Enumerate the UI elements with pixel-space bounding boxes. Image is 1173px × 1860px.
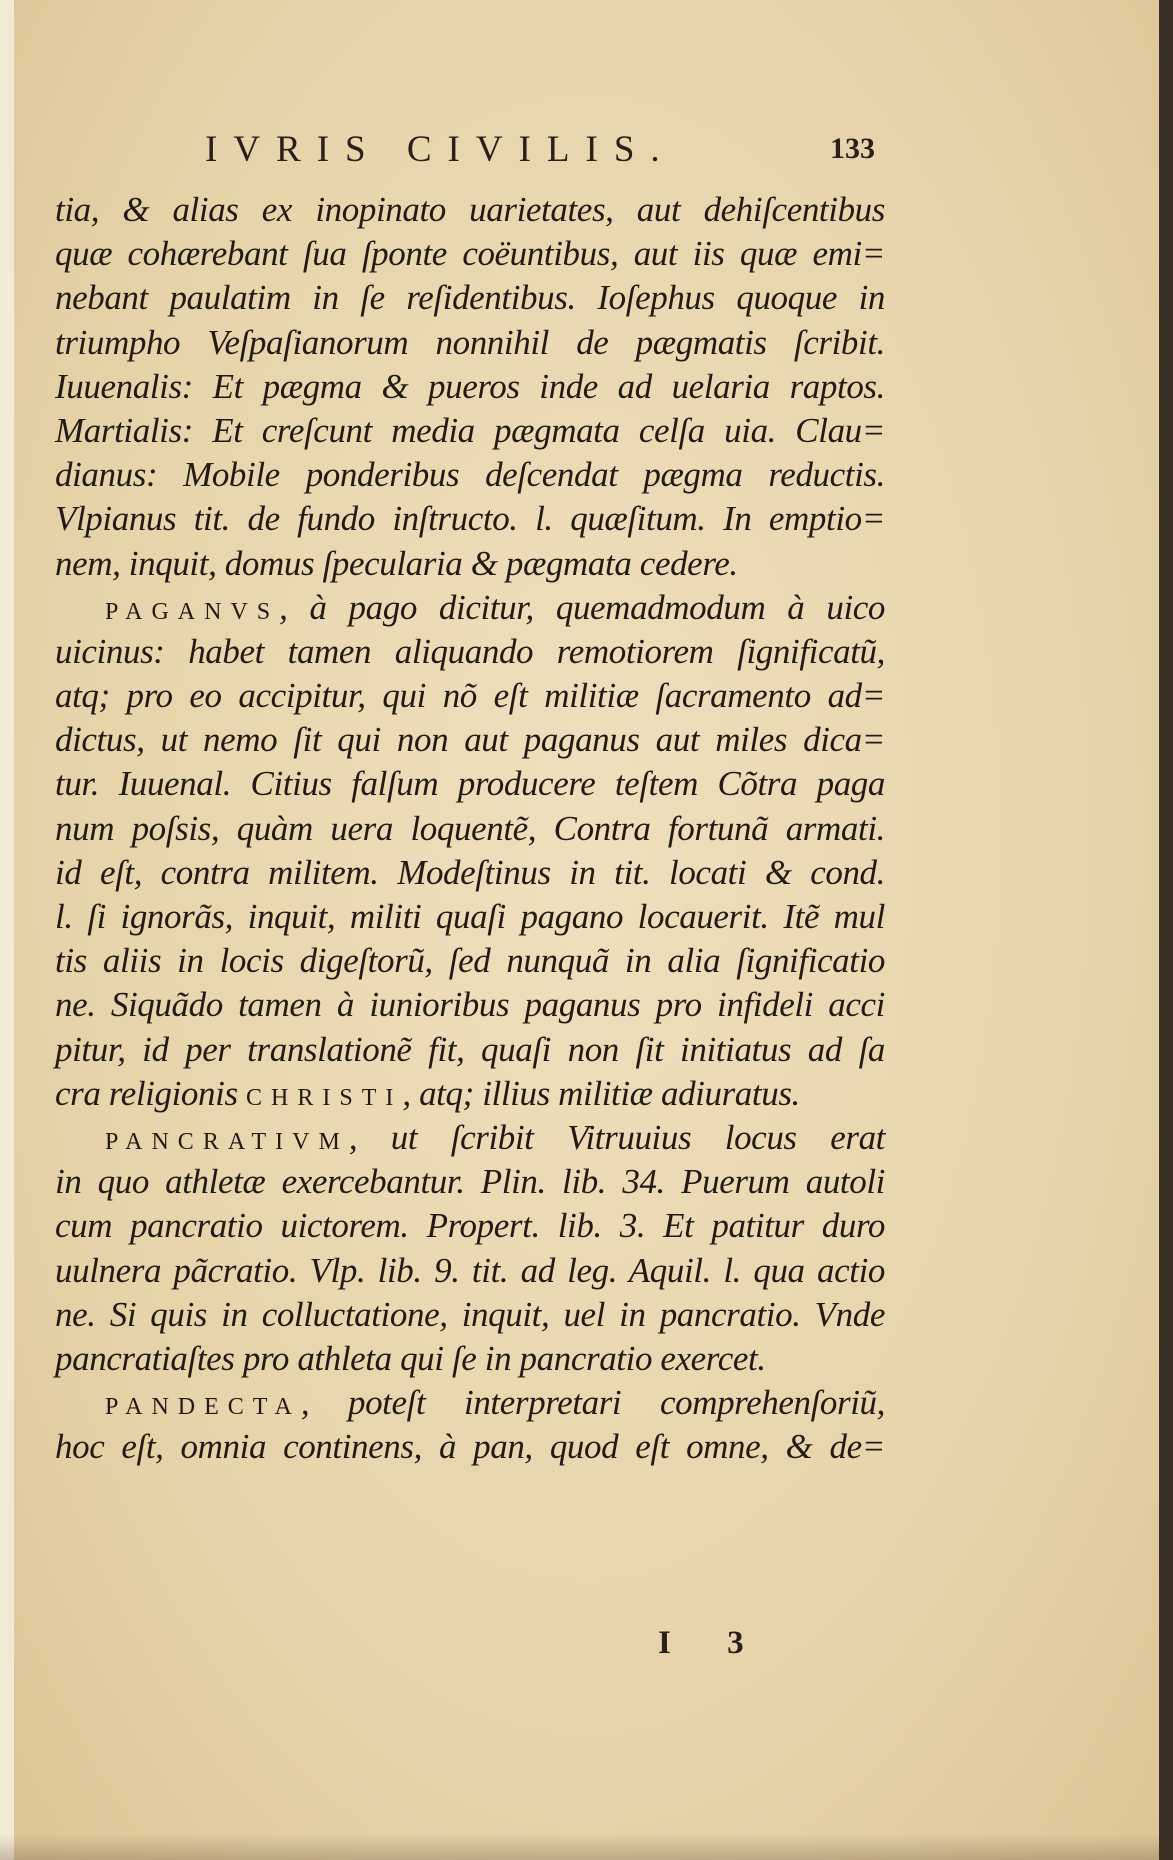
text-line: dictus, ut nemo ſit qui non aut paganus aut miles dica= [55, 720, 885, 760]
text-line: dianus: Mobile ponderibus deſcendat pægma reductis. [55, 455, 885, 495]
text-line: tia, & alias ex inopinato uarietates, aut dehiſcentibus [55, 190, 885, 229]
entry-headword: PANCRATIVM [105, 1128, 349, 1155]
text-line: pancratiaſtes pro athleta qui ſe in pancratio exercet. [55, 1338, 766, 1378]
text-line [55, 1072, 885, 1116]
entry-text: , poteſt interpretari comprehenſoriũ, [300, 1383, 885, 1423]
entry-pancratium [55, 1116, 885, 1160]
page-edge-left [0, 0, 14, 1860]
page-header [195, 128, 875, 168]
text-segment: , atq; illius militiæ adiuratus. [402, 1073, 800, 1113]
text-line: Martialis: Et creſcunt media pægmata celſa uia. Clau= [55, 410, 885, 450]
body-text [55, 188, 885, 1469]
text-line: uicinus: habet tamen aliquando remotiorem ſignificatũ, [55, 631, 885, 671]
text-line: ne. Si quis in colluctatione, inquit, uel in pancratio. Vnde [55, 1294, 885, 1334]
page-edge-right [1159, 0, 1173, 1860]
text-line: tur. Iuuenal. Citius falſum producere teſtem Cõtra paga [55, 764, 885, 804]
text-line: quæ cohærebant ſua ſponte coëuntibus, aut iis quæ emi= [55, 234, 885, 274]
signature-mark: I 3 [658, 1625, 768, 1661]
small-caps-name: CHRISTI [246, 1084, 403, 1111]
text-line: uulnera pãcratio. Vlp. lib. 9. tit. ad leg. Aquil. l. qua actio [55, 1250, 885, 1290]
text-line: num poſsis, quàm uera loquentẽ, Contra fortunã armati. [55, 808, 885, 848]
entry-pandecta [55, 1381, 885, 1425]
entry-headword: PANDECTA [105, 1394, 301, 1421]
text-line: Vlpianus tit. de fundo inſtructo. l. quæſitum. In emptio= [55, 499, 885, 539]
running-title: IVRIS CIVILIS. [205, 129, 676, 170]
text-line: ne. Siquãdo tamen à iunioribus paganus pro infideli acci [55, 985, 885, 1025]
text-line: Iuuenalis: Et pægma & pueros inde ad uelaria raptos. [55, 366, 885, 406]
text-line: hoc eſt, omnia continens, à pan, quod eſt omne, & de= [55, 1427, 885, 1467]
text-line: triumpho Veſpaſianorum nonnihil de pægmatis ſcribit. [55, 322, 885, 362]
page-number: 133 [830, 132, 875, 165]
text-line: l. ſi ignorãs, inquit, militi quaſi pagano locauerit. Itẽ mul [55, 897, 885, 936]
text-line: nebant paulatim in ſe reſidentibus. Ioſephus quoque in [55, 278, 885, 318]
text-line: nem, inquit, domus ſpecularia & pægmata cedere. [55, 543, 738, 583]
text-line: id eſt, contra militem. Modeſtinus in tit. locati & cond. [55, 852, 885, 892]
text-line: atq; pro eo accipitur, qui nõ eſt militiæ ſacramento ad= [55, 676, 885, 716]
entry-headword: PAGANVS [105, 598, 280, 625]
entry-text: , à pago dicitur, quemadmodum à uico [279, 587, 885, 627]
text-line: pitur, id per translationẽ fit, quaſi non ſit initiatus ad ſa [55, 1029, 885, 1069]
text-line: in quo athletæ exercebantur. Plin. lib. 34. Puerum autoli [55, 1162, 885, 1202]
entry-paganus [55, 586, 885, 630]
text-segment: cra religionis [55, 1073, 247, 1113]
text-line: cum pancratio uictorem. Propert. lib. 3. Et patitur duro [55, 1206, 885, 1246]
text-line: tis aliis in locis digeſtorũ, ſed nunquã in alia ſignificatio [55, 941, 885, 981]
page-shadow [0, 1834, 1173, 1860]
entry-text: , ut ſcribit Vitruuius locus erat [348, 1117, 885, 1157]
